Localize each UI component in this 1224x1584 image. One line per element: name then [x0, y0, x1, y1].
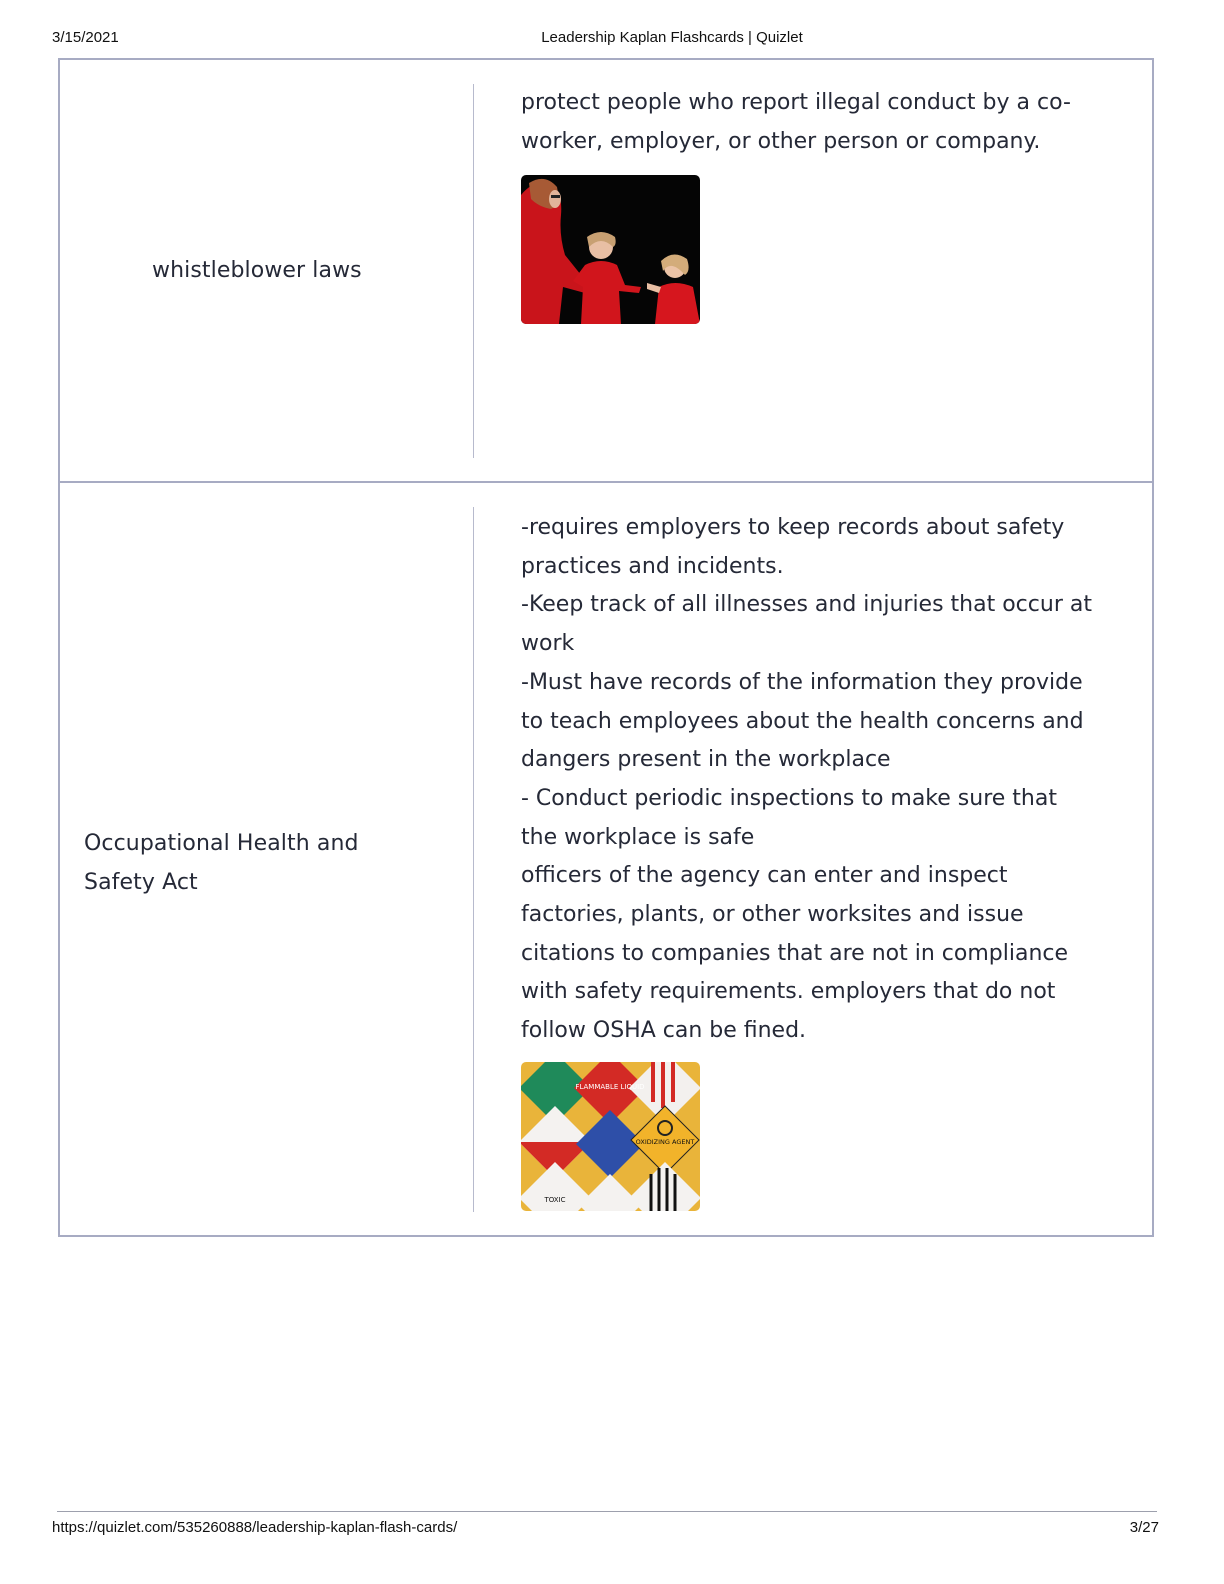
footer-divider — [57, 1511, 1157, 1512]
placard-label: FLAMMABLE LIQUID — [575, 1083, 645, 1091]
flashcard-term — [84, 824, 384, 902]
page-number: 3/27 — [1129, 1519, 1159, 1536]
card-divider — [473, 507, 474, 1212]
definition-line: follow OSHA can be fined. — [521, 1018, 807, 1044]
hazard-placards-image — [521, 1062, 700, 1211]
definition-line: to teach employees about the health concerns and — [521, 708, 1084, 734]
definition-line: with safety requirements. employers that do not — [521, 979, 1056, 1005]
definition-line: protect people who report illegal conduct by a co- — [521, 90, 1071, 115]
definition-line: practices and incidents. — [521, 553, 784, 579]
definition-line: worker, employer, or other person or company. — [521, 128, 1041, 154]
definition-line: dangers present in the workplace — [521, 747, 891, 773]
flashcard-definition — [521, 84, 1091, 161]
flashcard-row — [58, 481, 1154, 1237]
term-line: Safety Act — [84, 870, 198, 895]
card-divider — [473, 84, 474, 458]
definition-line: - Conduct periodic inspections to make sure that — [521, 785, 1057, 811]
definition-line: -Must have records of the information they provide — [521, 669, 1083, 695]
definition-line: -Keep track of all illnesses and injuries that occur at — [521, 592, 1092, 618]
page-url: https://quizlet.com/535260888/leadership-kaplan-flash-cards/ — [52, 1519, 458, 1536]
definition-line: work — [521, 631, 575, 657]
definition-line: the workplace is safe — [521, 824, 755, 850]
placard-label: TOXIC — [544, 1196, 566, 1204]
definition-line: officers of the agency can enter and inspect — [521, 863, 1008, 889]
definition-line: citations to companies that are not in compliance — [521, 940, 1069, 966]
page-title: Leadership Kaplan Flashcards | Quizlet — [541, 29, 803, 46]
print-date: 3/15/2021 — [52, 29, 119, 46]
placard-label: OXIDIZING AGENT — [635, 1138, 695, 1146]
flashcard-term: whistleblower laws — [152, 258, 362, 283]
flashcard-definition — [521, 509, 1091, 1051]
definition-line: -requires employers to keep records about safety — [521, 515, 1065, 540]
definition-line: factories, plants, or other worksites and issue — [521, 902, 1024, 928]
term-line: Occupational Health and — [84, 831, 359, 856]
flashcard-row — [58, 58, 1154, 483]
people-pointing-image — [521, 175, 700, 324]
